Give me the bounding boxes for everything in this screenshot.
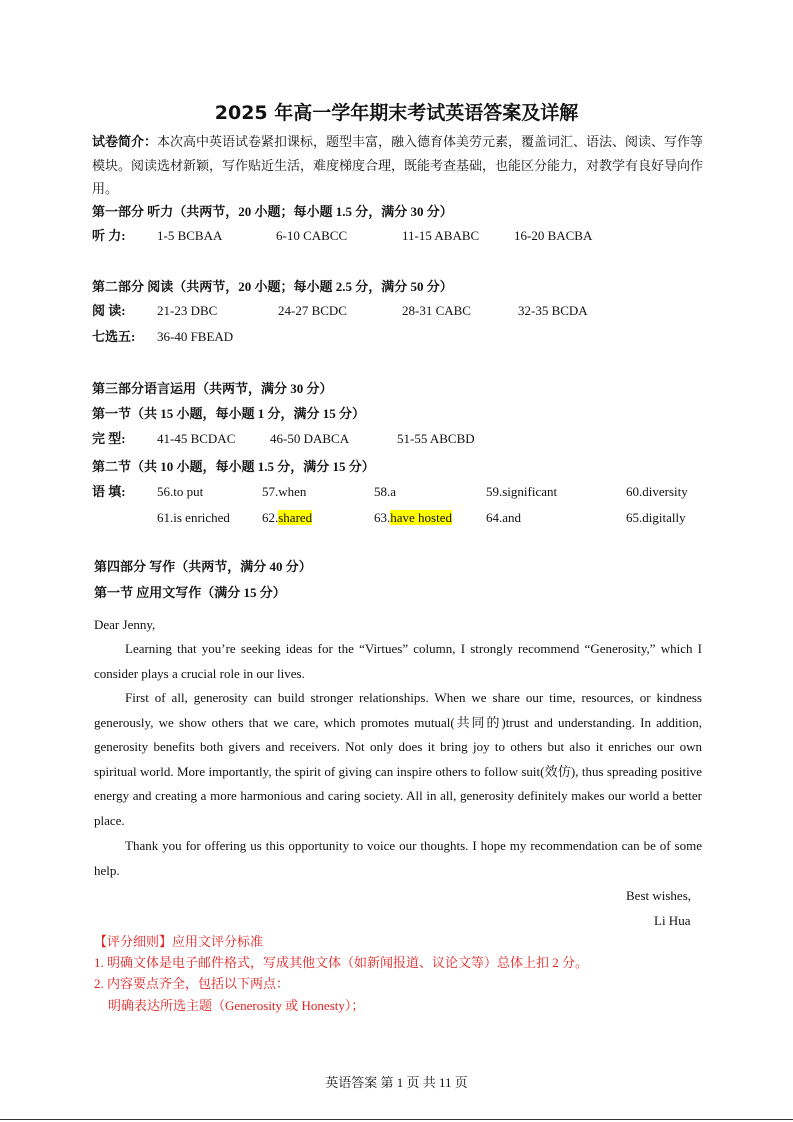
part2-answer: 21-23 DBC	[157, 303, 218, 318]
part1-answer: 1-5 BCBAA	[157, 228, 223, 243]
cloze-answer: 46-50 DABCA	[270, 431, 350, 446]
letter-closing: Best wishes,	[626, 888, 691, 903]
part2-answer: 24-27 BCDC	[278, 303, 347, 318]
cloze-answer: 41-45 BCDAC	[157, 431, 236, 446]
letter-paragraph: First of all, generosity can build stronger relationships. When we share our time, resources, or kindness generously, we show others that we care, which promotes mutual(共同的)trust and understanding. In addition, generosity benefits both givers and receivers. Not only does it bring joy to others but also it enriches our own spiritual world. More importantly, the spirit of giving can inspire others to follow suit(效仿), thus spreading positive energy and creating a more harmonious and caring society. All in all, generosity definitely makes our world a better place.	[94, 690, 702, 828]
fill-answer: 57.when	[262, 484, 307, 499]
intro-label: 试卷简介：	[92, 134, 158, 149]
fill-answer-number: 63.	[374, 510, 391, 525]
scoring-item: 2. 内容要点齐全，包括以下两点：	[94, 976, 290, 991]
fill-answer: 64.and	[486, 510, 522, 525]
fill-answer	[374, 510, 452, 526]
cloze-label: 完 型:	[92, 431, 126, 446]
part2-answer: 28-31 CABC	[402, 303, 471, 318]
fill-answer: 56.to put	[157, 484, 204, 499]
letter-salutation: Dear Jenny,	[94, 617, 156, 632]
fill-answer: 65.digitally	[626, 510, 686, 525]
grammar-fill-label: 语 填:	[92, 484, 126, 499]
scoring-item: 1. 明确文体是电子邮件格式，写成其他文体（如新闻报道、议论文等）总体上扣 2 分。	[94, 955, 589, 970]
fill-answer-highlight: have hosted	[390, 510, 452, 525]
part2-label: 阅 读:	[92, 303, 126, 318]
part3-sec2-heading: 第二节（共 10 小题，每小题 1.5 分，满分 15 分）	[92, 459, 375, 474]
fill-answer: 59.significant	[486, 484, 558, 499]
fill-answer-number: 62.	[262, 510, 279, 525]
part3-heading: 第三部分语言运用（共两节，满分 30 分）	[92, 381, 333, 396]
part3-sec1-heading: 第一节（共 15 小题，每小题 1 分，满分 15 分）	[92, 406, 366, 421]
fill-answer: 60.diversity	[626, 484, 688, 499]
part1-label: 听 力:	[92, 228, 126, 243]
fill-answer	[262, 510, 312, 526]
part1-heading: 第一部分 听力（共两节，20 小题；每小题 1.5 分，满分 30 分）	[92, 204, 453, 219]
part4-heading: 第四部分 写作（共两节，满分 40 分）	[94, 559, 312, 574]
scoring-heading: 【评分细则】应用文评分标准	[94, 934, 264, 949]
cloze-answer: 51-55 ABCBD	[397, 431, 475, 446]
fill-answer: 58.a	[374, 484, 397, 499]
part2-answer: 32-35 BCDA	[518, 303, 588, 318]
letter-signature: Li Hua	[654, 913, 691, 928]
letter-paragraph: Thank you for offering us this opportunity to voice our thoughts. I hope my recommendation can be of some help.	[94, 838, 702, 878]
intro-text: 本次高中英语试卷紧扣课标，题型丰富，融入德育体美劳元素，覆盖词汇、语法、阅读、写作等模块。阅读选材新颖，写作贴近生活，难度梯度合理，既能考查基础，也能区分能力，对教学有良好导向作用。	[92, 134, 704, 196]
scoring-item: 明确表达所选主题（Generosity 或 Honesty）；	[108, 998, 365, 1013]
part1-answer: 11-15 ABABC	[402, 228, 480, 243]
seven-choose-five-answer: 36-40 FBEAD	[157, 329, 234, 344]
bottom-divider	[0, 1119, 793, 1120]
part2-heading: 第二部分 阅读（共两节，20 小题；每小题 2.5 分，满分 50 分）	[92, 279, 453, 294]
part4-sec1-heading: 第一节 应用文写作（满分 15 分）	[94, 585, 286, 600]
seven-choose-five-label: 七选五:	[92, 329, 136, 344]
intro-paragraph	[92, 130, 712, 201]
page-title: 2025 年高一学年期末考试英语答案及详解	[214, 102, 579, 124]
part1-answer: 6-10 CABCC	[276, 228, 348, 243]
fill-answer-highlight: shared	[278, 510, 313, 525]
part1-answer: 16-20 BACBA	[514, 228, 593, 243]
fill-answer: 61.is enriched	[157, 510, 230, 525]
letter-paragraph: Learning that you’re seeking ideas for the “Virtues” column, I strongly recommend “Generosity,” which I consider plays a crucial role in our lives.	[94, 641, 702, 681]
page-footer: 英语答案 第 1 页 共 11 页	[325, 1075, 468, 1090]
